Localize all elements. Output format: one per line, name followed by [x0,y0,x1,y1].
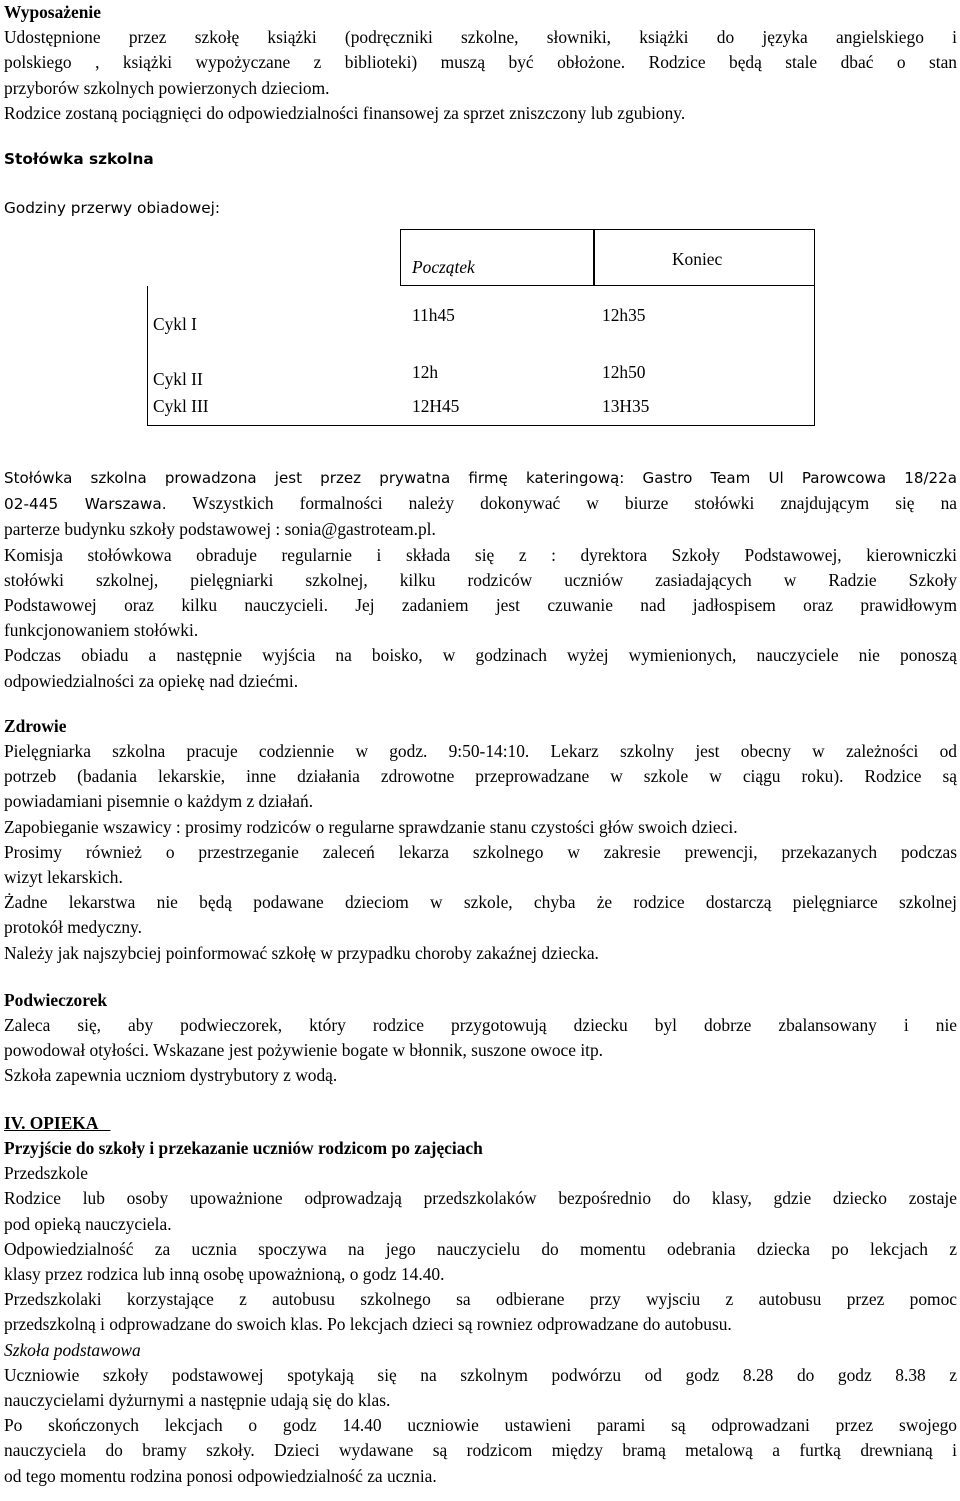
row-end: 13H35 [602,396,650,417]
row-label: Cykl III [153,396,209,417]
text-line: wizyt lekarskich. [4,867,123,888]
text-line: Podstawowej oraz kilku nauczycieli. Jej zadaniem jest czuwanie nad jadłospisem oraz prawidłowym [4,595,957,616]
document-page [4,0,957,1489]
text-line: powodował otyłości. Wskazane jest pożywienie bogate w błonnik, suszone owoce itp. [4,1040,604,1061]
text-line: od tego momentu rodzina ponosi odpowiedzialność za ucznia. [4,1465,437,1486]
text-line: protokół medyczny. [4,917,142,938]
text-line: stołówki szkolnej, pielęgniarki szkolnej, kilku rodziców uczniów zasiadających w Radzie Szkoły [4,569,957,590]
text-line: funkcjonowaniem stołówki. [4,620,199,641]
text-line: Szkoła zapewnia uczniom dystrybutory z wodą. [4,1065,338,1086]
text-line: Rodzice lub osoby upoważnione odprowadzają przedszkolaków bezpośrednio do klasy, gdzie dziecko zostaje [4,1188,957,1209]
text-line: nauczycielami dyżurnymi a następnie udają się do klas. [4,1389,391,1410]
przedszkole-label: Przedszkole [4,1163,89,1184]
text-line: Przedszkolaki korzystające z autobusu szkolnego sa odbierane przy wyjsciu z autobusu przez pomoc [4,1289,957,1310]
text-line: Pielęgniarka szkolna pracuje codziennie w godz. 9:50-14:10. Lekarz szkolny jest obecny w zależności od [4,741,957,762]
header-end: Koniec [672,249,723,270]
section-heading-opieka: IV. OPIEKA [4,1112,111,1133]
text-line: polskiego , książki wypożyczane z biblioteki) muszą być obłożone. Rodzice będą stale dbać o stan [4,52,957,73]
section-heading-zdrowie: Zdrowie [4,715,67,736]
text-line: Komisja stołówkowa obraduje regularnie i składa się z : dyrektora Szkoły Podstawowej, kierowniczki [4,544,957,565]
text-line: potrzeb (badania lekarskie, inne działania zdrowotne przeprowadzane w szkole w ciągu roku). Rodzice są [4,766,957,787]
text-line: parterze budynku szkoły podstawowej : sonia@gastroteam.pl. [4,519,436,540]
table-divider [593,229,595,286]
section-heading-podwieczorek: Podwieczorek [4,989,108,1010]
godziny-label: Godziny przerwy obiadowej: [4,199,221,218]
row-start: 11h45 [412,305,455,326]
row-label: Cykl II [153,369,203,390]
section-heading-stolowka: Stołówka szkolna [4,150,154,169]
text-line: Zaleca się, aby podwieczorek, który rodzice przygotowują dziecku byl dobrze zbalansowany i nie [4,1015,957,1036]
text-line: przyborów szkolnych powierzonych dzieciom. [4,77,330,98]
text-line: przedszkolną i odprowadzane do swoich klas. Po lekcjach dzieci są rowniez odprowadzane do autobusu. [4,1314,732,1335]
table-body-box [147,286,815,426]
text-line: Zapobieganie wszawicy : prosimy rodziców o regularne sprawdzanie stanu czystości głów swoich dzieci. [4,816,738,837]
text-line: Podczas obiadu a następnie wyjścia na boisko, w godzinach wyżej wymienionych, nauczyciele nie ponoszą [4,645,957,666]
text-line: powiadamiani pisemnie o każdym z działań. [4,791,314,812]
szkola-label: Szkoła podstawowa [4,1339,141,1360]
text-line: Odpowiedzialność za ucznia spoczywa na jego nauczycielu do momentu odebrania dziecka po lekcjach z [4,1238,957,1259]
text-span: 02-445 Warszawa. [4,495,167,514]
row-start: 12H45 [412,396,460,417]
subheading: Przyjście do szkoły i przekazanie uczniów rodzicom po zajęciach [4,1137,483,1158]
row-start: 12h [412,362,439,383]
text-line: Udostępnione przez szkołę książki (podręczniki szkolne, słowniki, książki do języka angielskiego i [4,27,957,48]
text-line: Rodzice zostaną pociągnięci do odpowiedzialności finansowej za sprzet zniszczony lub zgubiony. [4,102,686,123]
text-line: Prosimy również o przestrzeganie zaleceń lekarza szkolnego w zakresie prewencji, przekazanych podczas [4,841,957,862]
section-heading-wyposazenie: Wyposażenie [4,2,101,22]
text-line: odpowiedzialności za opiekę nad dziećmi. [4,670,299,691]
text-line: Stołówka szkolna prowadzona jest przez prywatna firmę kateringową: Gastro Team Ul Parowcowa 18/22a [4,469,957,488]
row-label: Cykl I [153,314,197,335]
text-line: Po skończonych lekcjach o godz 14.40 uczniowie ustawieni parami są odprowadzani przez swojego [4,1415,957,1436]
text-line: nauczyciela do bramy szkoły. Dzieci wydawane są rodzicom między bramą metalową a furtką drewnianą i [4,1440,957,1461]
text-line: Żadne lekarstwa nie będą podawane dzieciom w szkole, chyba że rodzice dostarczą pielęgniarce szkolnej [4,892,957,913]
text-span: Wszystkich formalności należy dokonywać w biurze stołówki znajdującym się na [166,493,957,514]
text-line: Uczniowie szkoły podstawowej spotykają się na szkolnym podwórzu od godz 8.28 do godz 8.38 z [4,1364,957,1385]
text-line: Należy jak najszybciej poinformować szkołę w przypadku choroby zakaźnej dziecka. [4,942,599,963]
header-start: Początek [412,257,475,278]
row-end: 12h35 [602,305,646,326]
text-line: klasy przez rodzica lub inną osobę upoważnioną, o godz 14.40. [4,1263,445,1284]
row-end: 12h50 [602,362,646,383]
text-line: pod opieką nauczyciela. [4,1213,172,1234]
schedule-table [4,222,957,434]
